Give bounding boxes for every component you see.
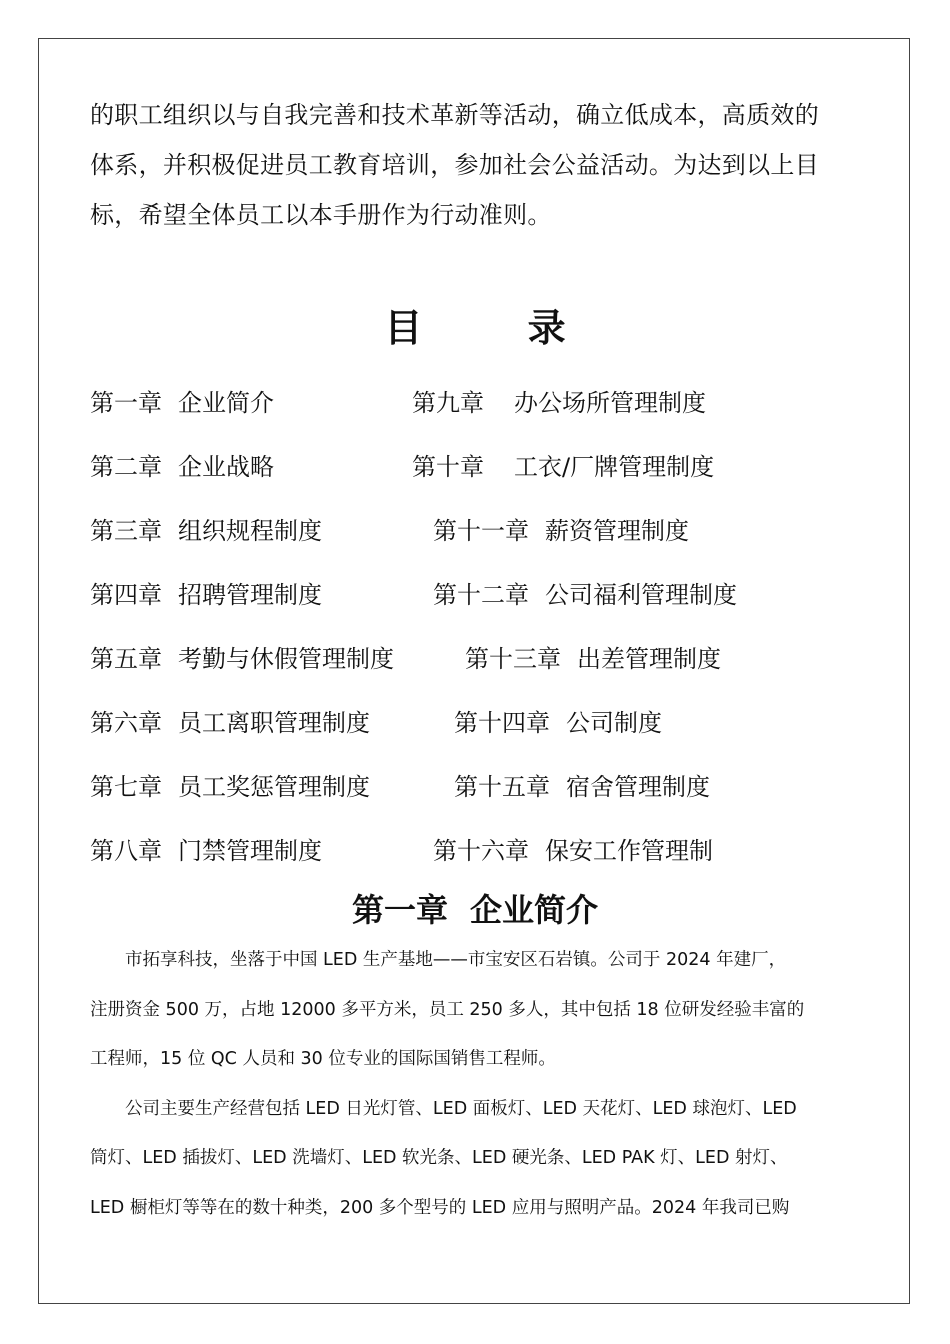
toc-chapter-number: 第一章 <box>90 389 162 417</box>
chapter-heading-number: 第一章 <box>351 891 448 929</box>
toc-item-9[interactable] <box>412 386 706 420</box>
toc-item-5[interactable] <box>90 642 394 676</box>
toc-chapter-title: 招聘管理制度 <box>178 581 322 609</box>
toc-chapter-title: 保安工作管理制 <box>545 837 713 865</box>
toc-item-13[interactable] <box>465 642 721 676</box>
toc-chapter-title: 企业简介 <box>178 389 274 417</box>
intro-line: 体系，并积极促进员工教育培训，参加社会公益活动。为达到以上目 <box>90 151 819 179</box>
chapter-heading-title: 企业简介 <box>470 891 599 929</box>
toc-chapter-number: 第六章 <box>90 709 162 737</box>
toc-item-6[interactable] <box>90 706 370 740</box>
toc-chapter-number: 第二章 <box>90 453 162 481</box>
intro-paragraph <box>90 90 870 240</box>
toc-item-1[interactable] <box>90 386 274 420</box>
toc-chapter-number: 第十四章 <box>454 709 550 737</box>
toc-chapter-title: 门禁管理制度 <box>178 837 322 865</box>
body-line: 公司主要生产经营包括 LED 日光灯管、LED 面板灯、LED 天花灯、LED 球泡灯、LED <box>90 1098 797 1119</box>
toc-item-16[interactable] <box>433 834 713 868</box>
body-line: 筒灯、LED 插拔灯、LED 洗墙灯、LED 软光条、LED 硬光条、LED PAK 灯、LED 射灯、 <box>90 1148 788 1168</box>
toc-chapter-number: 第十二章 <box>433 581 529 609</box>
toc-item-12[interactable] <box>433 578 737 612</box>
toc-chapter-number: 第八章 <box>90 837 162 865</box>
toc-chapter-title: 组织规程制度 <box>178 517 322 545</box>
toc-chapter-number: 第十六章 <box>433 837 529 865</box>
toc-chapter-title: 出差管理制度 <box>577 645 721 673</box>
body-line: 市拓享科技，坐落于中国 LED 生产基地——市宝安区石岩镇。公司于 2024 年建厂， <box>90 950 787 970</box>
chapter-body <box>90 936 870 1233</box>
toc-chapter-number: 第九章 <box>412 389 484 417</box>
toc-chapter-title: 办公场所管理制度 <box>514 389 706 417</box>
toc-item-2[interactable] <box>90 450 274 484</box>
toc-item-4[interactable] <box>90 578 322 612</box>
toc-chapter-title: 宿舍管理制度 <box>566 773 710 801</box>
toc-chapter-title: 公司制度 <box>566 709 662 737</box>
toc-chapter-title: 员工离职管理制度 <box>178 709 370 737</box>
toc-chapter-number: 第四章 <box>90 581 162 609</box>
toc-title: 目 录 <box>384 306 612 350</box>
toc-chapter-number: 第三章 <box>90 517 162 545</box>
intro-line: 的职工组织以与自我完善和技术革新等活动，确立低成本，高质效的 <box>90 101 819 129</box>
toc-item-3[interactable] <box>90 514 322 548</box>
toc-item-7[interactable] <box>90 770 370 804</box>
toc-chapter-title: 企业战略 <box>178 453 274 481</box>
toc-chapter-title: 公司福利管理制度 <box>545 581 737 609</box>
intro-line: 标，希望全体员工以本手册作为行动准则。 <box>90 201 552 229</box>
toc-chapter-title: 考勤与休假管理制度 <box>178 645 394 673</box>
toc-chapter-number: 第五章 <box>90 645 162 673</box>
toc-chapter-number: 第十三章 <box>465 645 561 673</box>
toc-chapter-title: 员工奖惩管理制度 <box>178 773 370 801</box>
chapter-heading <box>0 886 950 934</box>
toc-chapter-title: 薪资管理制度 <box>545 517 689 545</box>
toc-item-14[interactable] <box>454 706 662 740</box>
toc-chapter-number: 第十五章 <box>454 773 550 801</box>
toc-item-11[interactable] <box>433 514 689 548</box>
toc-item-8[interactable] <box>90 834 322 868</box>
toc-item-15[interactable] <box>454 770 710 804</box>
toc-item-10[interactable] <box>412 450 714 484</box>
toc-chapter-number: 第十一章 <box>433 517 529 545</box>
body-line: 注册资金 500 万，占地 12000 多平方米，员工 250 多人，其中包括 18 位研发经验丰富的 <box>90 999 805 1020</box>
toc-chapter-number: 第十章 <box>412 453 484 481</box>
toc-chapter-title: 工衣/厂牌管理制度 <box>514 453 715 481</box>
toc-chapter-number: 第七章 <box>90 773 162 801</box>
body-line: LED 橱柜灯等等在的数十种类，200 多个型号的 LED 应用与照明产品。2024 年我司已购 <box>90 1197 790 1218</box>
body-line: 工程师，15 位 QC 人员和 30 位专业的国际国销售工程师。 <box>90 1049 556 1069</box>
